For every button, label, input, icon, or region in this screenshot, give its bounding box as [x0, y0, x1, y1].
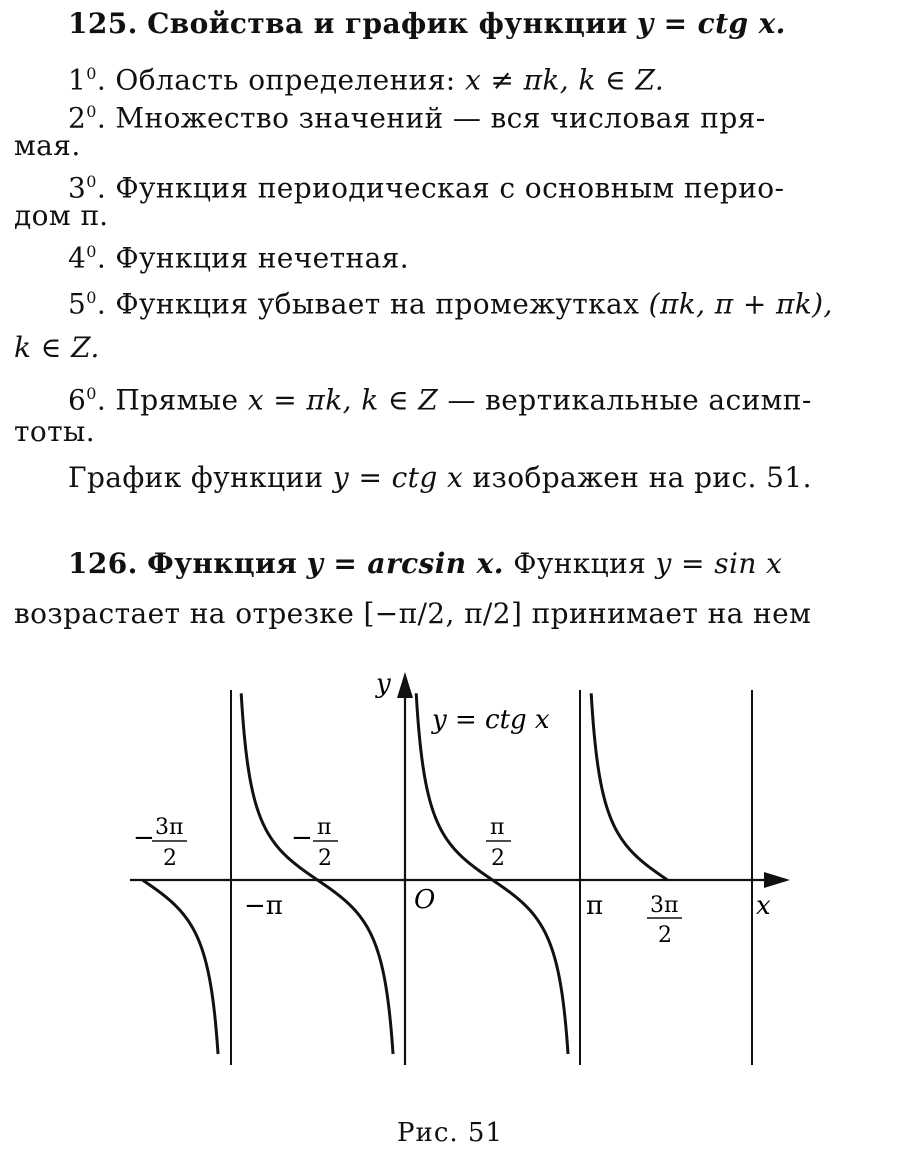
section-126-text: Функция: [503, 547, 656, 580]
tick-label-neg-3half-pi-sign: −: [133, 823, 155, 853]
property-text: . Функция убывает на промежутках: [96, 287, 649, 321]
property-number: 3: [68, 171, 87, 205]
y-axis-label: y: [376, 669, 391, 699]
tick-label-3half-pi-den: 2: [658, 923, 672, 948]
property-number: 6: [68, 383, 87, 417]
tick-label-neg-3half-pi-den: 2: [163, 846, 177, 871]
property-math: (πk, π + πk),: [648, 287, 833, 321]
property-text: График функции: [68, 461, 333, 494]
tick-label-neg-3half-pi-num: 3π: [155, 815, 184, 840]
property-text: . Функция нечетная.: [96, 241, 410, 275]
tick-label-neg-half-pi-den: 2: [318, 846, 332, 871]
section-126-title: [68, 546, 782, 582]
curve-label: y = ctg x: [432, 705, 550, 735]
property-5-continued: [14, 330, 100, 366]
property-math: k ∈ Z.: [14, 331, 100, 364]
property-number: 2: [68, 101, 87, 135]
tick-label-3half-pi-num: 3π: [650, 893, 679, 918]
property-text: изображен на рис. 51.: [463, 461, 812, 494]
property-math: x = πk, k ∈ Z: [247, 383, 439, 417]
property-number: 4: [68, 241, 87, 275]
section-126-text-2: возрастает на отрезке [−π/2, π/2] принимает на нем: [14, 597, 812, 630]
property-2-continued: [14, 128, 81, 164]
cotangent-branch-neg: [241, 693, 393, 1054]
property-text: . Множество значений — вся числовая пря-: [96, 101, 766, 135]
property-text: . Функция периодическая с основным перио-: [96, 171, 785, 205]
property-1: $1^0$. Область определения: x ≠ πk, k ∈ Z.: [68, 63, 665, 97]
section-125-title-text: Свойства и график функции: [147, 7, 628, 40]
property-math: y = ctg x: [332, 461, 464, 494]
figure-caption: Рис. 51: [397, 1118, 503, 1148]
property-math: x ≠ πk, k ∈ Z.: [464, 63, 665, 97]
property-5: $5^0$. Функция убывает на промежутках (πk, π + πk),: [68, 287, 833, 321]
section-126-title-formula: y = arcsin x.: [306, 547, 504, 580]
section-126-number: 126.: [68, 547, 138, 580]
cotangent-graph: [0, 650, 900, 1110]
section-125-title-formula: y = ctg x.: [636, 7, 786, 40]
property-text: дом π.: [14, 199, 109, 232]
tick-label-pi: π: [586, 891, 604, 921]
tick-label-half-pi-den: 2: [491, 846, 505, 871]
property-text: . Область определения:: [96, 63, 465, 97]
property-text: . Прямые: [96, 383, 248, 417]
property-6-continued: [14, 414, 95, 450]
tick-label-neg-pi: −π: [244, 891, 283, 921]
property-3-continued: [14, 198, 108, 234]
section-126-formula: y = sin x: [655, 547, 783, 580]
section-125-number: 125.: [68, 7, 138, 40]
x-axis-label: x: [756, 891, 771, 921]
cotangent-branch-right: [591, 693, 667, 880]
property-2: $2^0$. Множество значений — вся числовая пря-: [68, 101, 766, 135]
graph-reference-line: [68, 460, 812, 496]
property-text: тоты.: [14, 415, 96, 448]
tick-label-neg-half-pi-num: π: [317, 815, 332, 840]
property-number: 1: [68, 63, 87, 97]
property-text: мая.: [14, 129, 81, 162]
x-axis-arrow: [764, 872, 790, 888]
origin-label: O: [414, 885, 436, 915]
tick-label-neg-half-pi-sign: −: [291, 823, 313, 853]
property-text: — вертикальные асимп-: [438, 383, 812, 417]
cotangent-branch-left: [143, 880, 219, 1054]
cotangent-branch-main: [416, 693, 568, 1054]
property-number: 5: [68, 287, 87, 321]
property-4: $4^0$. Функция нечетная.: [68, 241, 410, 275]
section-126-line-2: [14, 596, 811, 632]
section-126-title-text: Функция: [147, 547, 298, 580]
section-125-title: [68, 6, 786, 42]
property-6: $6^0$. Прямые x = πk, k ∈ Z — вертикальные асимп-: [68, 383, 812, 417]
y-axis-arrow: [397, 672, 413, 698]
tick-label-half-pi-num: π: [490, 815, 505, 840]
property-3: $3^0$. Функция периодическая с основным перио-: [68, 171, 785, 205]
